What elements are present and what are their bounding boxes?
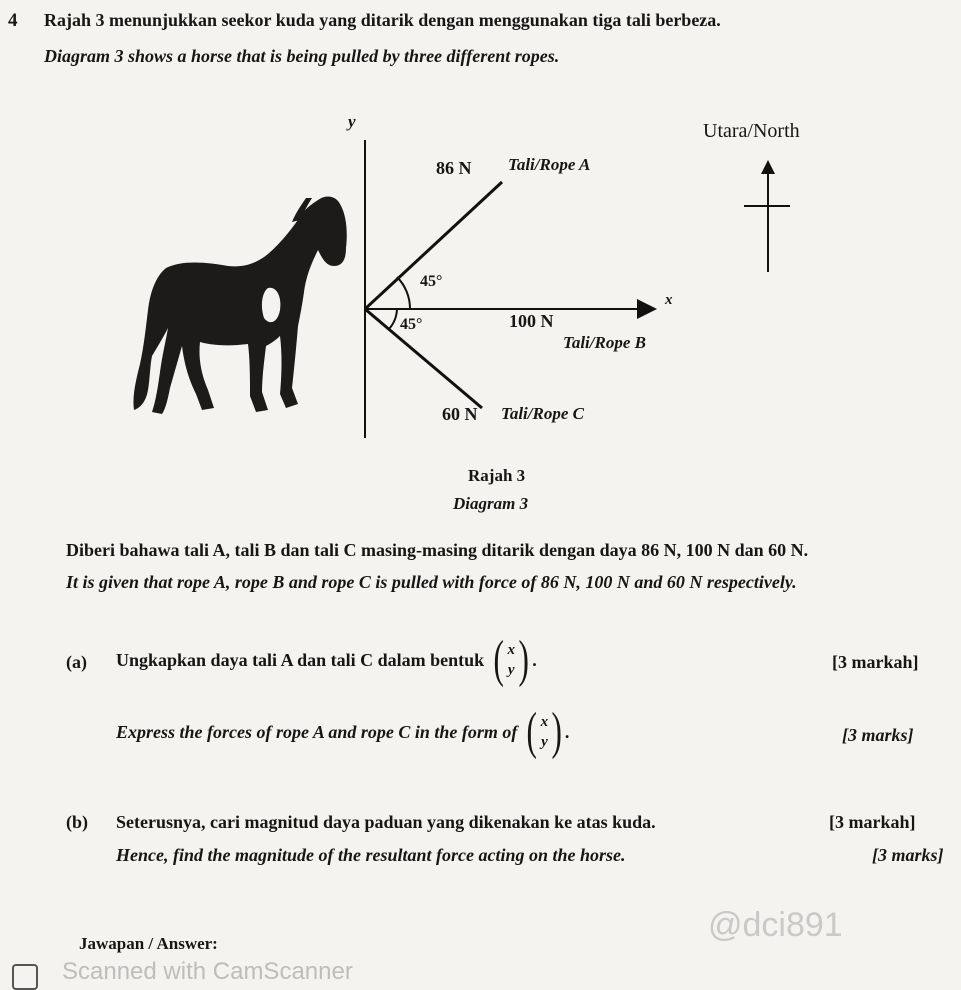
part-a-label: (a) bbox=[66, 652, 87, 672]
part-a-english bbox=[116, 703, 570, 760]
scanner-text: Scanned with CamScanner bbox=[62, 958, 353, 985]
given-malay: Diberi bahawa tali A, tali B dan tali C masing-masing ditarik dengan daya 86 N, 100 N dan 60 N. bbox=[66, 540, 809, 560]
angle-lower-label: 45° bbox=[400, 316, 423, 333]
part-a-marks-english: [3 marks] bbox=[842, 725, 914, 745]
angle-arc-lower bbox=[389, 309, 397, 329]
angle-upper-label: 45° bbox=[420, 273, 443, 290]
given-english: It is given that rope A, rope B and rope C is pulled with force of 86 N, 100 N and 60 N respectively. bbox=[66, 572, 797, 592]
rope-a-force: 86 N bbox=[436, 158, 472, 178]
intro-malay: Rajah 3 menunjukkan seekor kuda yang ditarik dengan menggunakan tiga tali berbeza. bbox=[44, 10, 721, 30]
part-a-english-text: Express the forces of rope A and rope C in the form of bbox=[116, 721, 518, 742]
horse-illustration bbox=[133, 197, 346, 414]
vec-bottom-en: y bbox=[541, 734, 548, 750]
caption-english: Diagram 3 bbox=[453, 494, 529, 513]
vec-top: x bbox=[507, 642, 515, 658]
vector-form: ( x y ) . bbox=[493, 631, 537, 688]
vector-form-en: ( x y ) . bbox=[526, 703, 570, 760]
part-a-marks-malay: [3 markah] bbox=[832, 652, 919, 672]
vec-bottom: y bbox=[507, 662, 515, 678]
y-axis-label: y bbox=[348, 112, 356, 131]
north-label: Utara/North bbox=[703, 120, 800, 142]
rope-c-label: Tali/Rope C bbox=[501, 404, 584, 423]
x-axis-label: x bbox=[665, 292, 673, 308]
part-b-label: (b) bbox=[66, 812, 88, 832]
part-a-malay bbox=[116, 631, 537, 688]
part-b-malay: Seterusnya, cari magnitud daya paduan yang dikenakan ke atas kuda. bbox=[116, 812, 656, 832]
watermark: @dci891 bbox=[708, 906, 843, 944]
rope-b-label: Tali/Rope B bbox=[563, 333, 646, 352]
part-b-english: Hence, find the magnitude of the resultant force acting on the horse. bbox=[116, 845, 626, 865]
vec-top-en: x bbox=[540, 714, 549, 730]
north-arrow-icon bbox=[744, 160, 790, 272]
intro-english: Diagram 3 shows a horse that is being pulled by three different ropes. bbox=[44, 46, 560, 66]
part-b-marks-english: [3 marks] bbox=[872, 845, 944, 865]
rope-c-line bbox=[365, 309, 482, 408]
rope-a-label: Tali/Rope A bbox=[508, 155, 591, 174]
caption-malay: Rajah 3 bbox=[468, 466, 526, 485]
angle-arc-upper bbox=[397, 277, 410, 309]
part-a-malay-text: Ungkapkan daya tali A dan tali C dalam bentuk bbox=[116, 649, 485, 670]
rope-b-force: 100 N bbox=[509, 311, 554, 331]
answer-label: Jawapan / Answer: bbox=[79, 934, 218, 953]
camscanner-logo-icon bbox=[12, 964, 38, 990]
part-b-marks-malay: [3 markah] bbox=[829, 812, 916, 832]
question-number: 4 bbox=[8, 10, 18, 31]
rope-c-force: 60 N bbox=[442, 404, 478, 424]
